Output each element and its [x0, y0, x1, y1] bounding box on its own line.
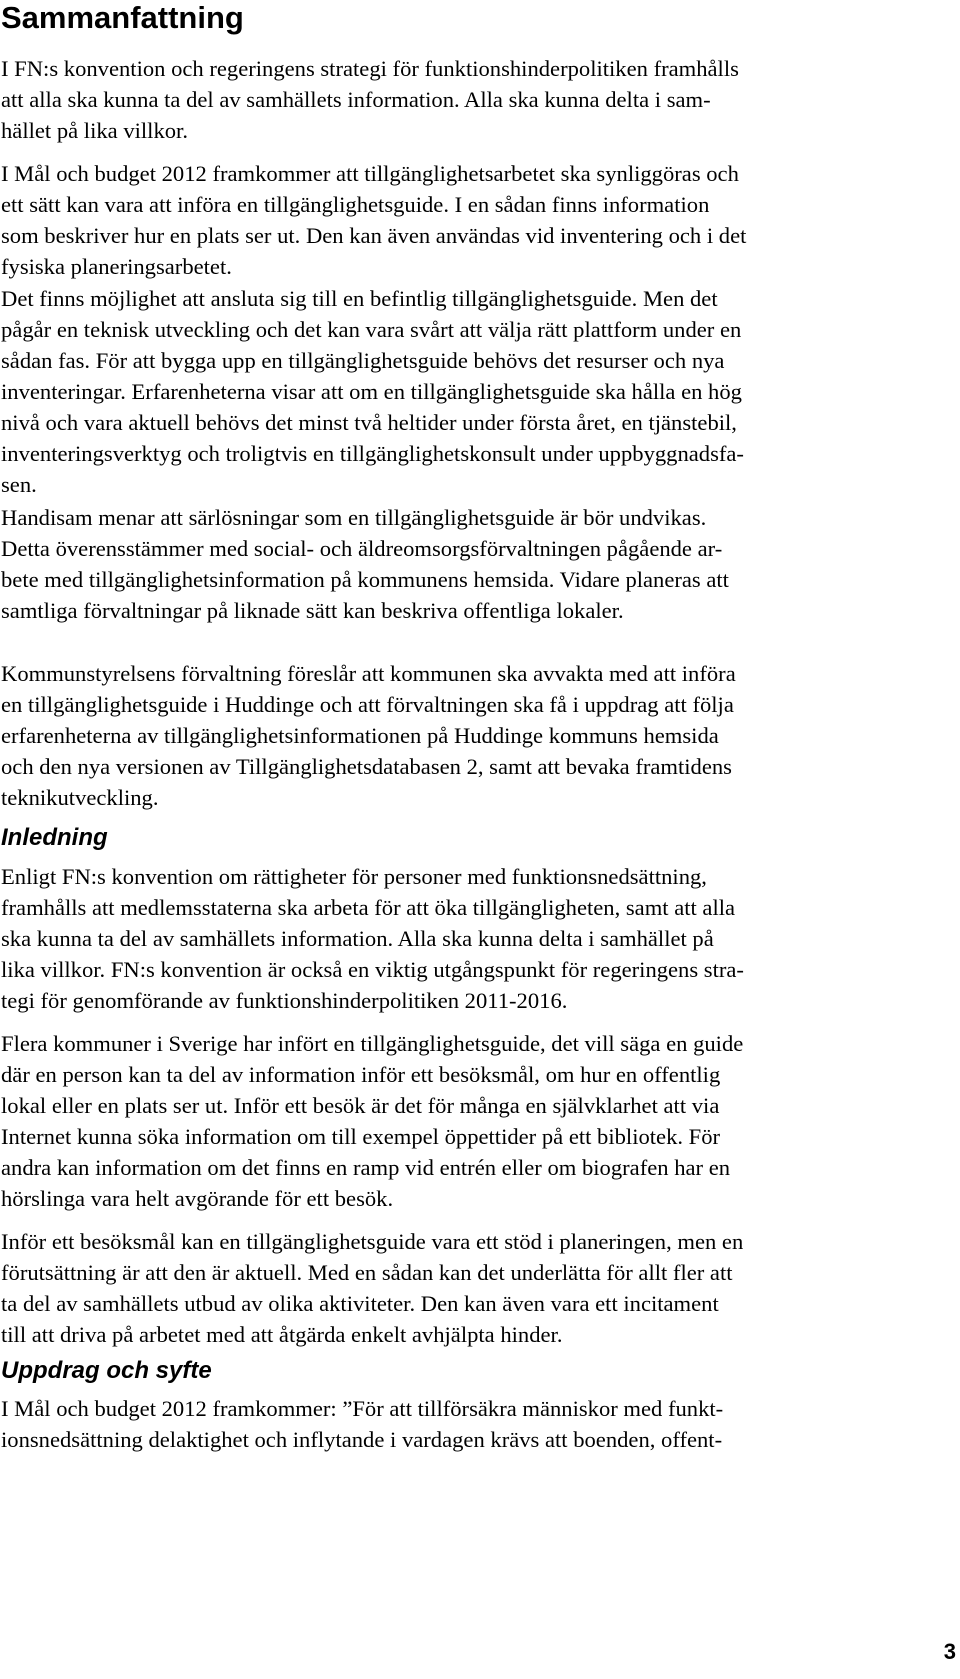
text-line: Kommunstyrelsens förvaltning föreslår att kommunen ska avvakta med att införa: [1, 661, 736, 686]
text-line: inventeringsverktyg och troligtvis en tillgänglighetskonsult under uppbyggnadsfa-: [1, 441, 744, 466]
text-line: samtliga förvaltningar på liknade sätt kan beskriva offentliga lokaler.: [1, 598, 624, 623]
text-line: en tillgänglighetsguide i Huddinge och att förvaltningen ska få i uppdrag att följa: [1, 692, 734, 717]
text-line: fysiska planeringsarbetet.: [1, 254, 232, 279]
text-line: till att driva på arbetet med att åtgärda enkelt avhjälpta hinder.: [1, 1322, 563, 1347]
paragraph-7: [1, 1028, 956, 1214]
text-line: Internet kunna söka information om till exempel öppettider på ett bibliotek. För: [1, 1124, 721, 1149]
text-line: I Mål och budget 2012 framkommer: ”För att tillförsäkra människor med funkt-: [1, 1396, 724, 1421]
text-line: bete med tillgänglighetsinformation på kommunens hemsida. Vidare planeras att: [1, 567, 729, 592]
paragraph-1: [1, 53, 956, 146]
paragraph-2: [1, 158, 956, 282]
text-line: lokal eller en plats ser ut. Inför ett besök är det för många en självklarhet att via: [1, 1093, 720, 1118]
text-line: hörslinga vara helt avgörande för ett besök.: [1, 1186, 394, 1211]
text-line: sådan fas. För att bygga upp en tillgänglighetsguide behövs det resurser och nya: [1, 348, 725, 373]
paragraph-4: [1, 502, 956, 626]
text-line: förutsättning är att den är aktuell. Med en sådan kan det underlätta för allt fler att: [1, 1260, 733, 1285]
paragraph-9: [1, 1393, 956, 1455]
text-line: I Mål och budget 2012 framkommer att tillgänglighetsarbetet ska synliggöras och: [1, 161, 739, 186]
heading-uppdrag-och-syfte: Uppdrag och syfte: [1, 1357, 212, 1384]
text-line: där en person kan ta del av information inför ett besöksmål, om hur en offentlig: [1, 1062, 721, 1087]
text-line: Det finns möjlighet att ansluta sig till en befintlig tillgänglighetsguide. Men det: [1, 286, 718, 311]
text-line: Enligt FN:s konvention om rättigheter för personer med funktionsnedsättning,: [1, 864, 707, 889]
text-line: ska kunna ta del av samhällets information. Alla ska kunna delta i samhället på: [1, 926, 714, 951]
text-line: att alla ska kunna ta del av samhällets information. Alla ska kunna delta i sam-: [1, 87, 711, 112]
text-line: Flera kommuner i Sverige har infört en tillgänglighetsguide, det vill säga en guide: [1, 1031, 744, 1056]
text-line: inventeringar. Erfarenheterna visar att om en tillgänglighetsguide ska hålla en hög: [1, 379, 742, 404]
text-line: andra kan information om det finns en ramp vid entrén eller om biografen har en: [1, 1155, 731, 1180]
text-line: lika villkor. FN:s konvention är också en viktig utgångspunkt för regeringens stra-: [1, 957, 744, 982]
text-line: ett sätt kan vara att införa en tillgänglighetsguide. I en sådan finns information: [1, 192, 710, 217]
text-line: hället på lika villkor.: [1, 118, 188, 143]
paragraph-8: [1, 1226, 956, 1350]
heading-inledning: Inledning: [1, 824, 108, 851]
text-line: I FN:s konvention och regeringens strategi för funktionshinderpolitiken framhålls: [1, 56, 739, 81]
text-line: teknikutveckling.: [1, 785, 159, 810]
text-line: nivå och vara aktuell behövs det minst två heltider under första året, en tjänstebil,: [1, 410, 737, 435]
text-line: ionsnedsättning delaktighet och inflytande i vardagen krävs att boenden, offent-: [1, 1427, 723, 1452]
page-number: 3: [943, 1639, 956, 1664]
paragraph-6: [1, 861, 956, 1016]
text-line: sen.: [1, 472, 37, 497]
paragraph-5: [1, 658, 956, 813]
paragraph-3: [1, 283, 956, 500]
text-line: och den nya versionen av Tillgänglighetsdatabasen 2, samt att bevaka framtidens: [1, 754, 732, 779]
heading-sammanfattning: Sammanfattning: [1, 0, 244, 35]
text-line: Handisam menar att särlösningar som en tillgänglighetsguide är bör undvikas.: [1, 505, 707, 530]
text-line: pågår en teknisk utveckling och det kan vara svårt att välja rätt plattform under en: [1, 317, 742, 342]
text-line: tegi för genomförande av funktionshinderpolitiken 2011-2016.: [1, 988, 568, 1013]
text-line: erfarenheterna av tillgänglighetsinformationen på Huddinge kommuns hemsida: [1, 723, 719, 748]
text-line: Detta överensstämmer med social- och äldreomsorgsförvaltningen pågående ar-: [1, 536, 723, 561]
text-line: Inför ett besöksmål kan en tillgänglighetsguide vara ett stöd i planeringen, men en: [1, 1229, 744, 1254]
text-line: som beskriver hur en plats ser ut. Den kan även användas vid inventering och i det: [1, 223, 747, 248]
text-line: framhålls att medlemsstaterna ska arbeta för att öka tillgängligheten, samt att alla: [1, 895, 736, 920]
text-line: ta del av samhällets utbud av olika aktiviteter. Den kan även vara ett incitament: [1, 1291, 719, 1316]
